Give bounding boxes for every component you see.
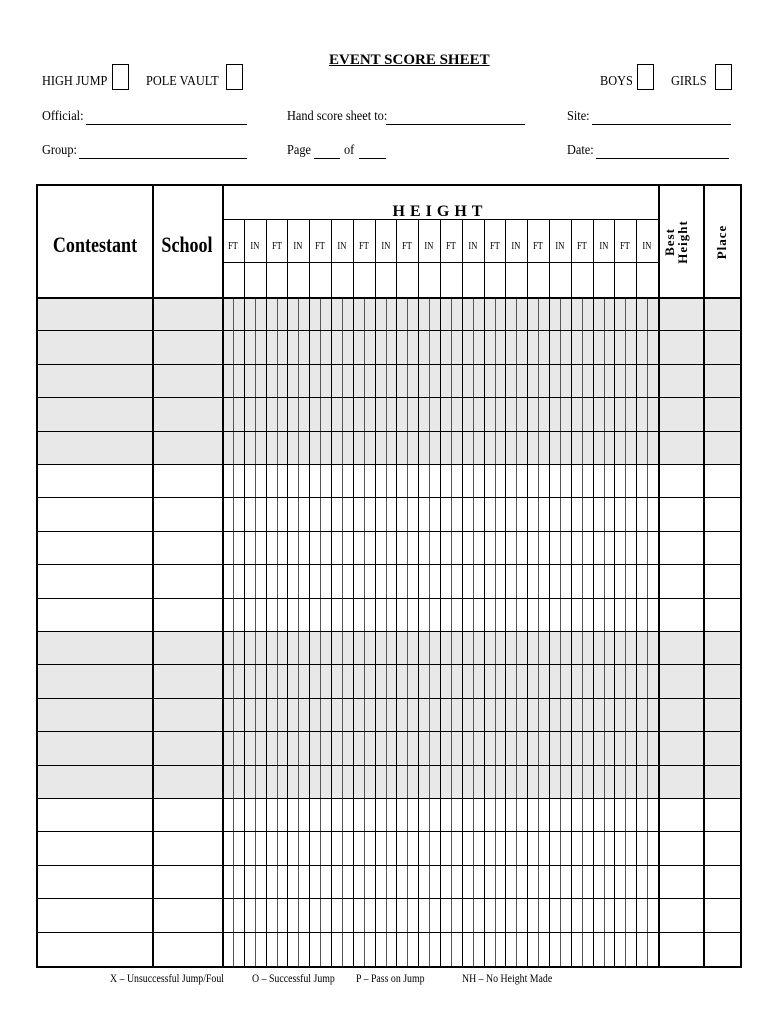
- page-total-line[interactable]: [359, 158, 386, 159]
- row-line: [38, 664, 740, 665]
- of-label: of: [344, 143, 355, 158]
- ft-label: FT: [533, 241, 544, 252]
- shaded-row: [38, 698, 740, 731]
- best-height-header: Best Height: [662, 220, 690, 264]
- score-table: [36, 184, 742, 968]
- height-title-line: [222, 219, 658, 220]
- high-jump-label: HIGH JUMP: [42, 74, 108, 89]
- official-line[interactable]: [86, 124, 247, 125]
- in-label: IN: [293, 241, 303, 252]
- site-label: Site:: [567, 109, 590, 124]
- header-bottom-line: [38, 297, 740, 299]
- row-line: [38, 598, 740, 599]
- high-jump-checkbox[interactable]: [112, 64, 129, 90]
- ft-label: FT: [271, 241, 282, 252]
- height-header: HEIGHT: [392, 203, 488, 220]
- row-line: [38, 564, 740, 565]
- site-line[interactable]: [592, 124, 731, 125]
- row-line: [38, 397, 740, 398]
- page-label: Page: [287, 143, 311, 158]
- row-line: [38, 330, 740, 331]
- in-label: IN: [642, 241, 652, 252]
- row-line: [38, 731, 740, 732]
- row-line: [38, 497, 740, 498]
- in-label: IN: [380, 241, 390, 252]
- in-label: IN: [250, 241, 260, 252]
- row-line: [38, 364, 740, 365]
- shaded-row: [38, 397, 740, 430]
- row-line: [38, 631, 740, 632]
- row-line: [38, 898, 740, 899]
- hand-score-label: Hand score sheet to:: [287, 109, 388, 124]
- ft-label: FT: [227, 241, 238, 252]
- in-label: IN: [511, 241, 521, 252]
- row-line: [38, 431, 740, 432]
- shaded-row: [38, 765, 740, 798]
- column-divider: [658, 186, 660, 966]
- column-divider: [222, 186, 224, 966]
- ft-label: FT: [315, 241, 326, 252]
- page-line[interactable]: [314, 158, 340, 159]
- hand-score-line[interactable]: [386, 124, 525, 125]
- shaded-row: [38, 631, 740, 664]
- place-header: Place: [714, 224, 729, 260]
- shaded-row: [38, 330, 740, 363]
- pole-vault-checkbox[interactable]: [226, 64, 243, 90]
- ft-label: FT: [576, 241, 587, 252]
- boys-checkbox[interactable]: [637, 64, 654, 90]
- ft-label: FT: [358, 241, 369, 252]
- column-divider: [152, 186, 154, 966]
- shaded-row: [38, 364, 740, 397]
- unit-label-line: [222, 262, 658, 263]
- official-label: Official:: [42, 109, 84, 124]
- ft-label: FT: [620, 241, 631, 252]
- legend-successful: O – Successful Jump: [252, 971, 335, 985]
- ft-label: FT: [445, 241, 456, 252]
- legend-unsuccessful: X – Unsuccessful Jump/Foul: [110, 971, 224, 985]
- row-line: [38, 531, 740, 532]
- shaded-row: [38, 431, 740, 464]
- boys-label: BOYS: [600, 74, 633, 89]
- girls-label: GIRLS: [671, 74, 707, 89]
- in-label: IN: [468, 241, 478, 252]
- date-line[interactable]: [596, 158, 729, 159]
- shaded-row: [38, 297, 740, 330]
- in-label: IN: [555, 241, 565, 252]
- school-header: School: [161, 232, 213, 257]
- shaded-row: [38, 731, 740, 764]
- row-line: [38, 831, 740, 832]
- in-label: IN: [337, 241, 347, 252]
- row-line: [38, 798, 740, 799]
- sheet-title: EVENT SCORE SHEET: [329, 52, 490, 68]
- shaded-row: [38, 664, 740, 697]
- row-line: [38, 865, 740, 866]
- group-label: Group:: [42, 143, 77, 158]
- row-line: [38, 932, 740, 933]
- ft-label: FT: [489, 241, 500, 252]
- legend-no-height: NH – No Height Made: [462, 971, 553, 985]
- ft-label: FT: [402, 241, 413, 252]
- column-divider: [703, 186, 705, 966]
- in-label: IN: [598, 241, 608, 252]
- date-label: Date:: [567, 143, 594, 158]
- contestant-header: Contestant: [52, 232, 138, 257]
- row-line: [38, 698, 740, 699]
- row-line: [38, 464, 740, 465]
- girls-checkbox[interactable]: [715, 64, 732, 90]
- row-line: [38, 765, 740, 766]
- in-label: IN: [424, 241, 434, 252]
- legend-pass: P – Pass on Jump: [356, 971, 425, 985]
- group-line[interactable]: [79, 158, 247, 159]
- pole-vault-label: POLE VAULT: [146, 74, 219, 89]
